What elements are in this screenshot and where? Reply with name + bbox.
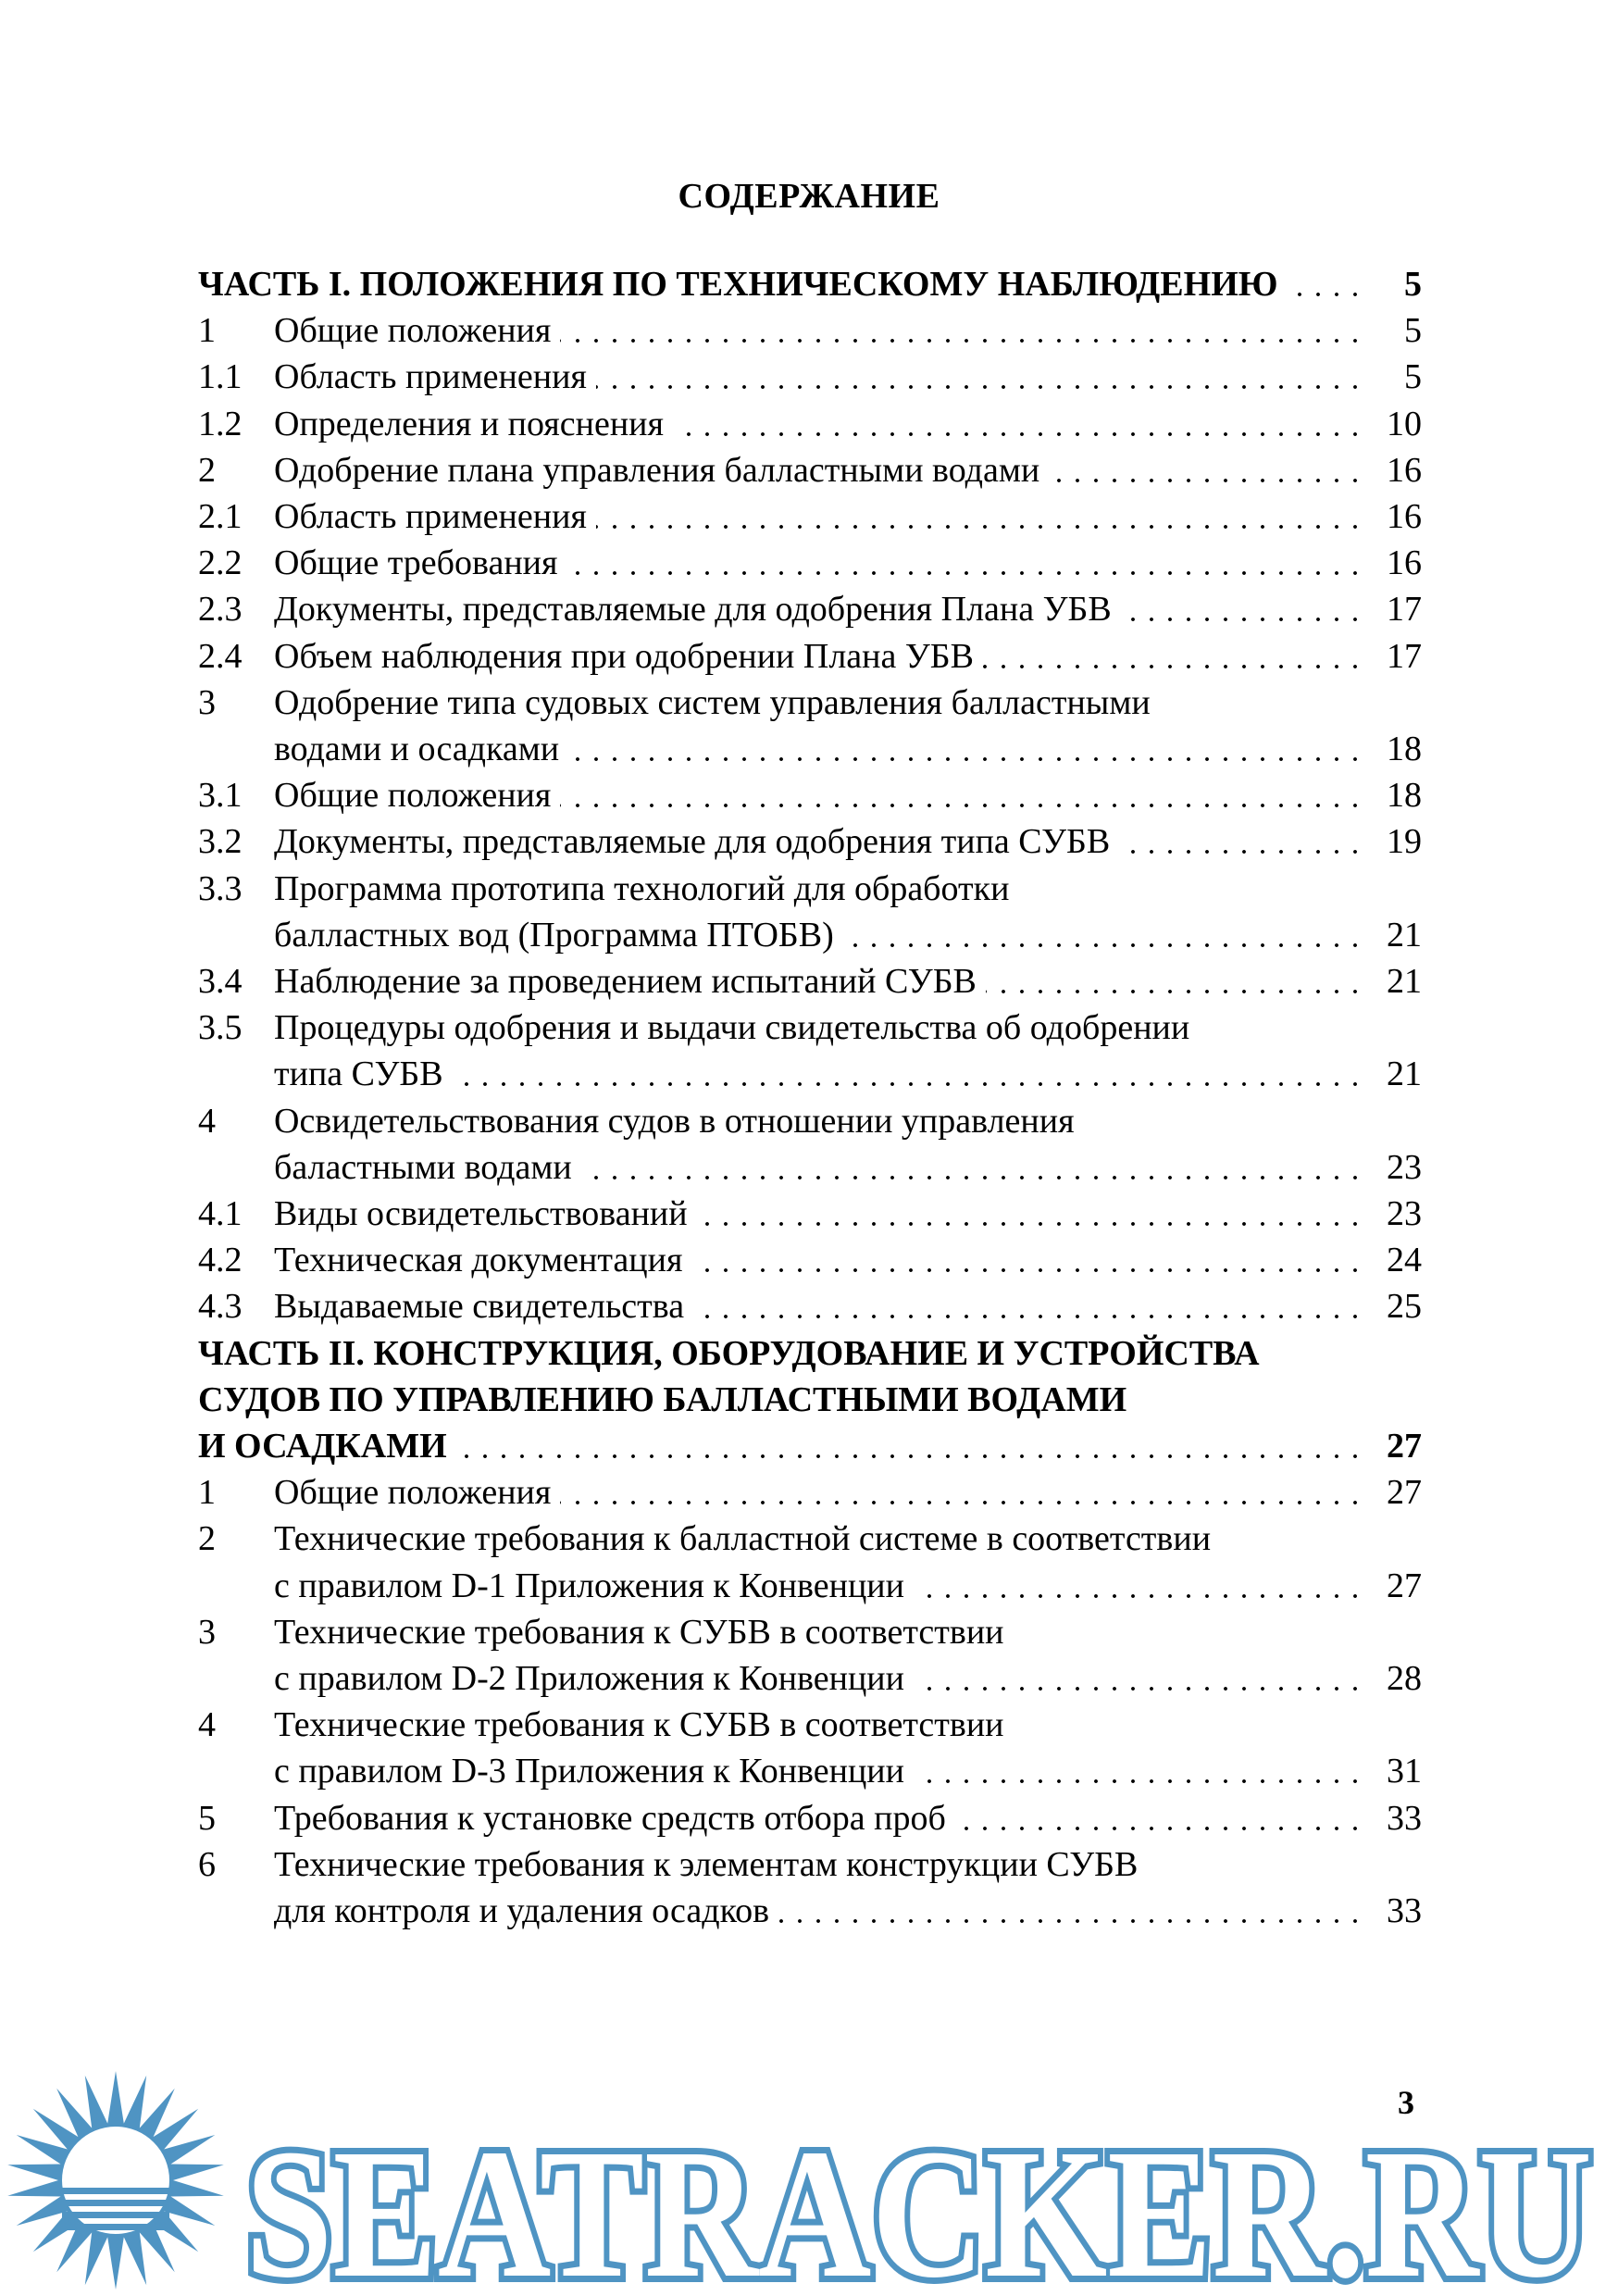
toc-entry-page: 17 — [1387, 636, 1422, 676]
page-title: СОДЕРЖАНИЕ — [678, 177, 940, 216]
dot-leader — [456, 1454, 1364, 1458]
toc-entry-number: 1.1 — [198, 357, 243, 397]
page-number: 3 — [1398, 2084, 1414, 2121]
toc-entry-title: Общие положения — [274, 1473, 552, 1513]
toc-entry-page: 16 — [1387, 450, 1422, 490]
toc-entry-title: Одобрение типа судовых систем управления балластными — [274, 682, 1151, 722]
dot-leader — [560, 804, 1364, 807]
toc-entry-title: Выдаваемые свидетельства — [274, 1287, 685, 1327]
toc-entry-title: Технические требования к СУБВ в соответствии — [274, 1705, 1004, 1745]
toc-entry — [0, 773, 1618, 817]
toc-entry-page: 5 — [1404, 311, 1422, 351]
toc-entry-number: 5 — [198, 1798, 216, 1838]
dot-leader — [914, 1687, 1364, 1691]
toc-entry — [0, 262, 1618, 306]
toc-entry-title: ЧАСТЬ I. ПОЛОЖЕНИЯ ПО ТЕХНИЧЕСКОМУ НАБЛЮДЕНИЮ — [198, 265, 1278, 304]
toc-entry-title: с правилом D-2 Приложения к Конвенции — [274, 1659, 904, 1698]
toc-entry — [0, 448, 1618, 493]
toc-entry-title: Общие положения — [274, 311, 552, 351]
toc-entry-number: 4 — [198, 1101, 216, 1141]
toc-entry-title: балластных вод (Программа ПТОБВ) — [274, 915, 834, 955]
dot-leader — [568, 757, 1364, 761]
sun-logo-icon — [7, 2071, 224, 2290]
toc-entry-number: 2 — [198, 450, 216, 490]
toc-entry — [0, 727, 1618, 771]
toc-entry-title: с правилом D-3 Приложения к Конвенции — [274, 1752, 904, 1791]
dot-leader — [1288, 293, 1364, 296]
toc-entry — [0, 1796, 1618, 1841]
toc-entry-title: И ОСАДКАМИ — [198, 1427, 447, 1466]
watermark — [0, 2037, 1618, 2296]
dot-leader — [843, 943, 1364, 947]
toc-entry — [0, 587, 1618, 631]
toc-entry-title: Освидетельствования судов в отношении управления — [274, 1101, 1075, 1141]
toc-entry-title: Объем наблюдения при одобрении Плана УБВ — [274, 636, 974, 676]
toc-entry-page: 33 — [1387, 1798, 1422, 1838]
toc-entry — [0, 1192, 1618, 1236]
toc-entry-page: 5 — [1404, 265, 1422, 304]
toc-entry-title: СУДОВ ПО УПРАВЛЕНИЮ БАЛЛАСТНЫМИ ВОДАМИ — [198, 1379, 1127, 1419]
toc-entry-page: 19 — [1387, 822, 1422, 862]
toc-entry — [0, 634, 1618, 679]
toc-entry-title: водами и осадками — [274, 730, 560, 768]
toc-entry — [0, 1052, 1618, 1096]
dot-leader — [693, 1315, 1364, 1318]
toc-entry-title: Технические требования к СУБВ в соответствии — [274, 1612, 1004, 1652]
toc-entry-title: Одобрение плана управления балластными водами — [274, 450, 1040, 490]
toc-entry-title: баластными водами — [274, 1147, 572, 1187]
toc-entry-number: 1 — [198, 311, 216, 351]
toc-entry-title: Технические требования к балластной системе в соответствии — [274, 1519, 1212, 1559]
dot-leader — [560, 339, 1364, 343]
toc-entry-number: 1.2 — [198, 404, 243, 443]
dot-leader — [955, 1827, 1364, 1830]
toc-entry — [0, 1610, 1618, 1654]
toc-entry — [0, 1703, 1618, 1747]
toc-entry-page: 16 — [1387, 497, 1422, 536]
toc-entry-page: 18 — [1387, 730, 1422, 768]
toc-entry-number: 3 — [198, 682, 216, 722]
toc-entry — [0, 913, 1618, 957]
toc-entry-title: Документы, представляемые для одобрения Плана УБВ — [274, 590, 1112, 630]
toc-entry-page: 17 — [1387, 590, 1422, 630]
dot-leader — [983, 665, 1364, 668]
toc-entry — [0, 1424, 1618, 1468]
toc-entry — [0, 1516, 1618, 1561]
toc-entry-page: 24 — [1387, 1241, 1422, 1280]
dot-leader — [914, 1779, 1364, 1783]
toc-entry-number: 2.3 — [198, 590, 243, 630]
watermark-text: SEATRACKER.RU — [245, 2112, 1592, 2296]
toc-entry — [0, 819, 1618, 864]
toc-entry-title: Техническая документация — [274, 1241, 683, 1280]
toc-entry-number: 4.2 — [198, 1241, 243, 1280]
toc-entry — [0, 1145, 1618, 1190]
toc-entry — [0, 1470, 1618, 1515]
toc-entry — [0, 494, 1618, 539]
toc-entry-number: 2.2 — [198, 543, 243, 583]
toc-entry-title: для контроля и удаления осадков — [274, 1891, 770, 1930]
toc-entry — [0, 1378, 1618, 1422]
toc-entry — [0, 308, 1618, 353]
toc-entry-title: ЧАСТЬ II. КОНСТРУКЦИЯ, ОБОРУДОВАНИЕ И УСТРОЙСТВА — [198, 1333, 1260, 1373]
toc-entry — [0, 402, 1618, 446]
toc-entry-title: Технические требования к элементам конструкции СУБВ — [274, 1844, 1139, 1884]
toc-entry — [0, 1749, 1618, 1793]
toc-entry-title: с правилом D-1 Приложения к Конвенции — [274, 1566, 904, 1605]
toc-entry-page: 27 — [1387, 1566, 1422, 1605]
toc-entry-number: 3.4 — [198, 962, 243, 1001]
dot-leader — [566, 571, 1364, 575]
dot-leader — [1121, 618, 1364, 621]
toc-entry — [0, 355, 1618, 399]
dot-leader — [596, 385, 1364, 389]
toc-entry-title: Программа прототипа технологий для обработки — [274, 868, 1010, 908]
toc-entry-title: Общие положения — [274, 776, 552, 816]
toc-entry-page: 10 — [1387, 404, 1422, 443]
toc-entry — [0, 1842, 1618, 1887]
toc-entry — [0, 1238, 1618, 1282]
toc-entry-title: Наблюдение за проведением испытаний СУБВ — [274, 962, 977, 1001]
toc-entry-page: 28 — [1387, 1659, 1422, 1698]
toc-entry-number: 2.1 — [198, 497, 243, 536]
dot-leader — [1049, 479, 1364, 482]
toc-entry-page: 31 — [1387, 1752, 1422, 1791]
toc-entry-number: 3.3 — [198, 868, 243, 908]
toc-entry-number: 4.1 — [198, 1194, 243, 1233]
toc-entry — [0, 1889, 1618, 1933]
dot-leader — [560, 1501, 1364, 1504]
toc-entry — [0, 1656, 1618, 1701]
toc-entry-number: 6 — [198, 1844, 216, 1884]
toc-entry-page: 23 — [1387, 1147, 1422, 1187]
toc-entry-title: Документы, представляемые для одобрения типа СУБВ — [274, 822, 1111, 862]
toc-entry — [0, 1284, 1618, 1329]
toc-entry — [0, 867, 1618, 911]
toc-entry-page: 21 — [1387, 915, 1422, 955]
toc-entry — [0, 1331, 1618, 1376]
toc-entry-title: Определения и пояснения — [274, 404, 664, 443]
dot-leader — [673, 432, 1364, 436]
dot-leader — [914, 1594, 1364, 1598]
toc-entry-page: 27 — [1387, 1473, 1422, 1513]
toc-entry — [0, 541, 1618, 585]
toc-entry-number: 4.3 — [198, 1287, 243, 1327]
toc-entry-page: 27 — [1387, 1427, 1422, 1466]
toc-entry-page: 33 — [1387, 1891, 1422, 1930]
toc-entry — [0, 1099, 1618, 1143]
toc-entry-number: 3.2 — [198, 822, 243, 862]
toc-entry-page: 25 — [1387, 1287, 1422, 1327]
toc-entry-title: Общие требования — [274, 543, 558, 583]
toc-entry-page: 23 — [1387, 1194, 1422, 1233]
toc-entry-number: 2 — [198, 1519, 216, 1559]
toc-entry-number: 4 — [198, 1705, 216, 1745]
toc-entry — [0, 1564, 1618, 1608]
toc-entry-number: 2.4 — [198, 636, 243, 676]
toc-entry-number: 1 — [198, 1473, 216, 1513]
toc-entry-number: 3.1 — [198, 776, 243, 816]
dot-leader — [691, 1268, 1364, 1272]
toc-entry-title: Область применения — [274, 497, 587, 536]
toc-entry-page: 16 — [1387, 543, 1422, 583]
toc-entry — [0, 1005, 1618, 1050]
dot-leader — [778, 1919, 1364, 1923]
dot-leader — [1119, 850, 1364, 854]
toc-entry-number: 3 — [198, 1612, 216, 1652]
toc-entry-page: 21 — [1387, 1054, 1422, 1094]
toc-entry-page: 21 — [1387, 962, 1422, 1001]
toc-entry-title: Область применения — [274, 357, 587, 397]
toc-entry-title: Процедуры одобрения и выдачи свидетельства об одобрении — [274, 1008, 1190, 1048]
toc-entry — [0, 959, 1618, 1004]
dot-leader — [697, 1222, 1364, 1226]
dot-leader — [453, 1082, 1364, 1086]
dot-leader — [596, 525, 1364, 529]
dot-leader — [986, 990, 1364, 993]
toc-entry-page: 18 — [1387, 776, 1422, 816]
toc-entry — [0, 680, 1618, 725]
toc-entry-number: 3.5 — [198, 1008, 243, 1048]
toc-entry-title: Виды освидетельствований — [274, 1194, 688, 1233]
toc-entry-page: 5 — [1404, 357, 1422, 397]
toc-entry-title: типа СУБВ — [274, 1054, 443, 1094]
dot-leader — [581, 1176, 1364, 1179]
toc-entry-title: Требования к установке средств отбора проб — [274, 1798, 946, 1838]
